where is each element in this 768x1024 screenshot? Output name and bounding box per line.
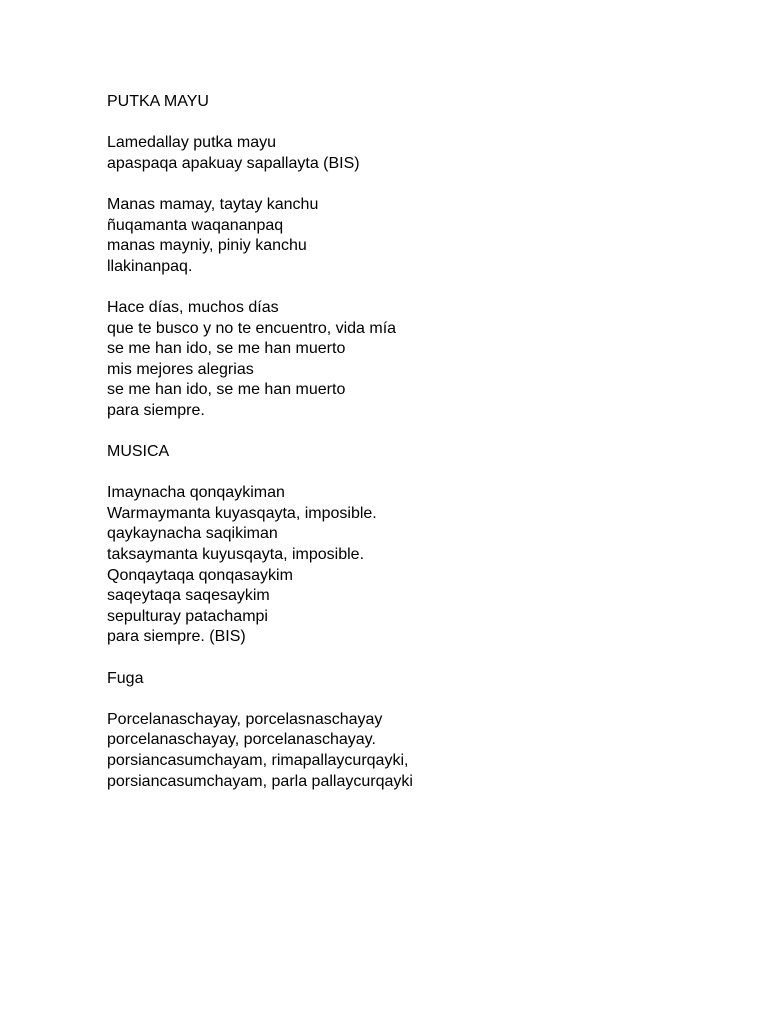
section-heading-musica: MUSICA (107, 443, 170, 461)
stanza-2 (107, 195, 727, 277)
lyric-line: qaykaynacha saqikiman (107, 525, 278, 543)
lyric-line: apaspaqa apakuay sapallayta (BIS) (107, 154, 360, 172)
lyric-line: porcelanaschayay, porcelanaschayay. (107, 731, 376, 749)
song-title: PUTKA MAYU (107, 93, 209, 110)
lyric-line: se me han ido, se me han muerto (107, 340, 346, 358)
title-block (107, 92, 727, 113)
lyrics-text (107, 92, 727, 813)
lyric-line: Qonqaytaqa qonqasaykim (107, 566, 293, 584)
fuga-heading-block (107, 669, 727, 690)
stanza-5 (107, 710, 727, 792)
lyric-line: saqeytaqa saqesaykim (107, 587, 270, 605)
lyric-line: Hace días, muchos días (107, 298, 279, 316)
lyric-line: que te busco y no te encuentro, vida mía (107, 319, 397, 337)
stanza-3 (107, 298, 727, 422)
lyric-line: Warmaymanta kuyasqayta, imposible. (107, 504, 377, 522)
musica-heading-block (107, 442, 727, 463)
lyric-line: para siempre. (107, 401, 205, 419)
lyric-line: ñuqamanta waqananpaq (107, 216, 284, 234)
stanza-4 (107, 483, 727, 648)
lyric-line: porsiancasumchayam, parla pallaycurqayki (107, 772, 413, 790)
lyric-line: Manas mamay, taytay kanchu (107, 195, 319, 213)
lyric-line: se me han ido, se me han muerto (107, 381, 346, 399)
lyric-line: Porcelanaschayay, porcelasnaschayay (107, 710, 383, 728)
lyric-line: Imaynacha qonqaykiman (107, 484, 285, 502)
lyric-line: llakinanpaq. (107, 257, 193, 275)
lyric-line: mis mejores alegrias (107, 360, 254, 378)
lyric-line: sepulturay patachampi (107, 607, 268, 625)
lyric-line: manas mayniy, piniy kanchu (107, 237, 307, 255)
lyric-line: taksaymanta kuyusqayta, imposible. (107, 546, 365, 564)
stanza-1 (107, 133, 727, 174)
lyric-line: porsiancasumchayam, rimapallaycurqayki, (107, 752, 409, 769)
lyric-line: para siempre. (BIS) (107, 628, 246, 646)
section-heading-fuga: Fuga (107, 669, 144, 687)
lyric-line: Lamedallay putka mayu (107, 134, 276, 152)
